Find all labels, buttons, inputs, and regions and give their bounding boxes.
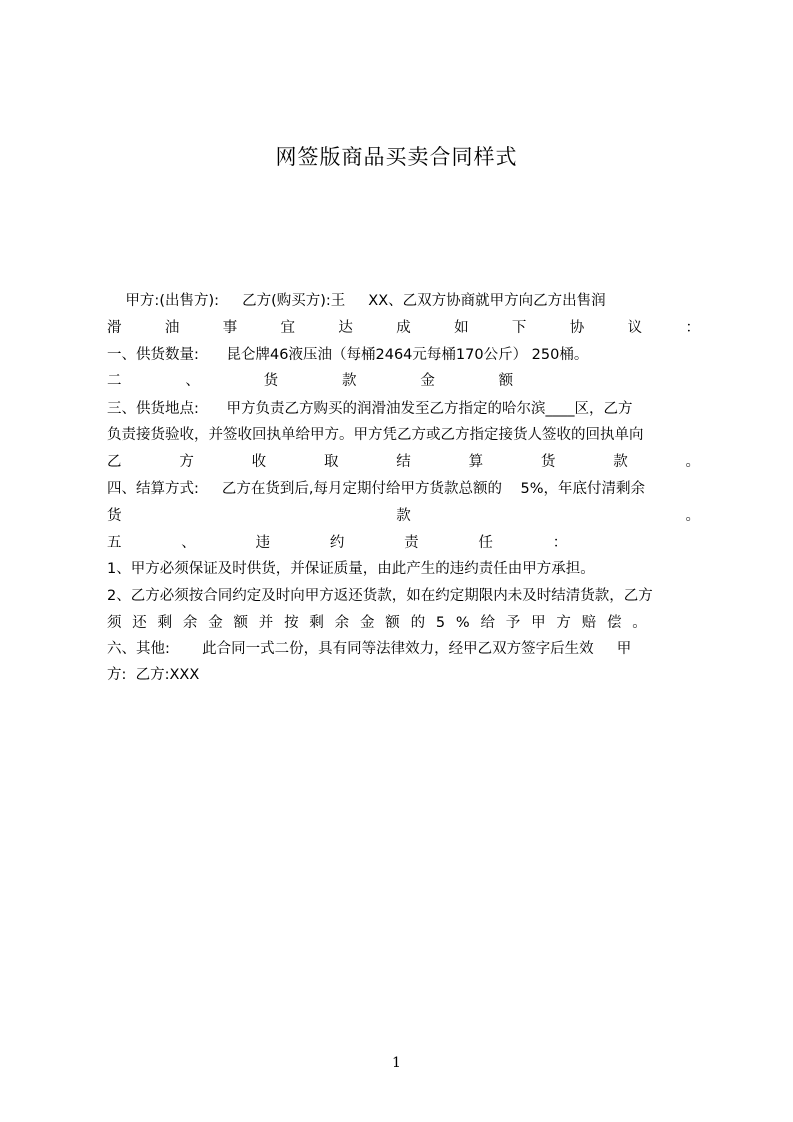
document-title: 网签版商品买卖合同样式 (275, 145, 518, 169)
paragraph-parties-cont: 滑 油 事 宜 达 成 如 下 协 议 ： (107, 320, 700, 336)
clause-supply-quantity: 一、供货数量: 昆仑牌46液压油（每桶2464元每桶170公斤） 250桶。 (107, 347, 589, 363)
clause-delivery-location: 三、供货地点: 甲方负责乙方购买的润滑油发至乙方指定的哈尔滨____区，乙方 (107, 401, 633, 417)
page-number: 1 (392, 1055, 401, 1071)
liability-item-1: 1、甲方必须保证及时供货，并保证质量，由此产生的违约责任由甲方承担。 (107, 561, 595, 577)
clause-settlement-cont: 货 款 。 (107, 508, 700, 524)
clause-delivery-location-cont: 负责接货验收，并签收回执单给甲方。甲方凭乙方或乙方指定接货人签收的回执单向 (107, 427, 644, 443)
liability-item-2: 2、乙方必须按合同约定及时向甲方返还货款，如在约定期限内未及时结清货款，乙方 (107, 588, 653, 604)
clause-settlement: 四、结算方式: 乙方在货到后,每月定期付给甲方货款总额的 5%，年底付清剩余 (107, 481, 645, 497)
clause-payment-amount: 二 、 货 款 金 额 (107, 373, 514, 389)
clause-delivery-location-end: 乙 方 收 取 结 算 货 款 。 (107, 454, 700, 470)
signature-line: 方: 乙方:XXX (107, 667, 200, 683)
paragraph-parties: 甲方:(出售方): 乙方(购买方):王 XX、乙双方协商就甲方向乙方出售润 (107, 293, 606, 309)
clause-other: 六、其他: 此合同一式二份，具有同等法律效力，经甲乙双方签字后生效 甲 (107, 641, 632, 657)
clause-liability-heading: 五 、 违 约 责 任 ： (107, 535, 568, 551)
liability-item-2-cont: 须 还 剩 余 金 额 并 按 剩 余 金 额 的 5 % 给 予 甲 方 赔 偿 。 (107, 615, 647, 631)
